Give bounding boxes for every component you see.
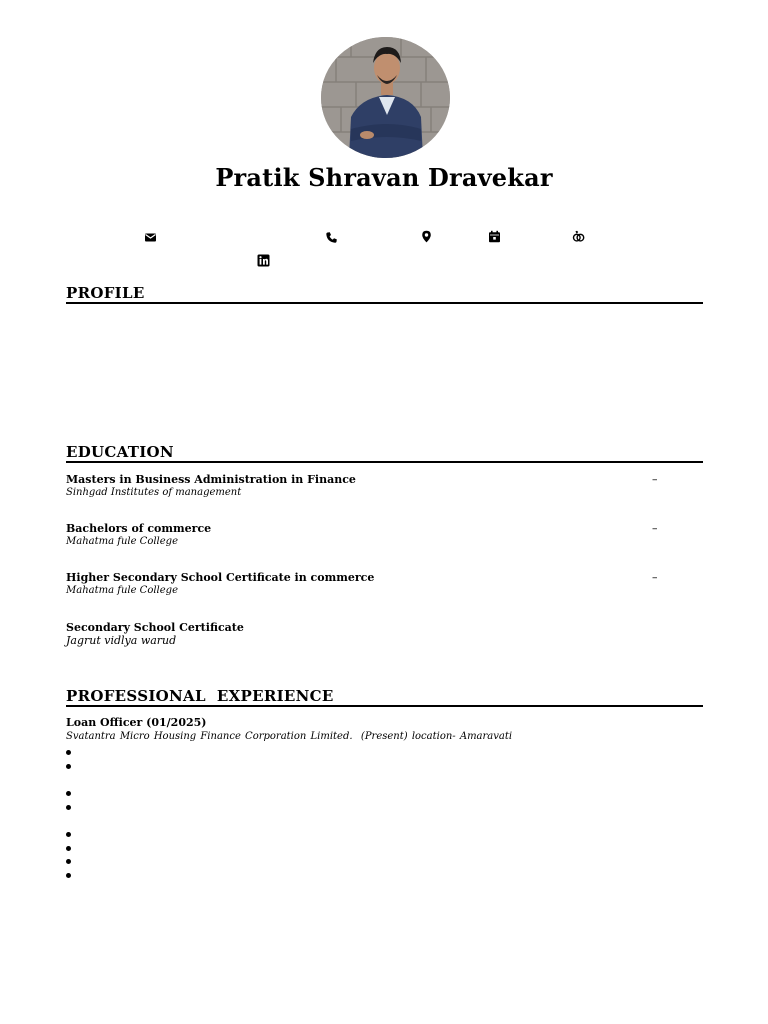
education-school: Mahatma fule College (66, 585, 178, 596)
bullet-point (66, 873, 71, 878)
education-dates: – (652, 473, 658, 486)
education-school: Jagrut vidlya warud (66, 634, 177, 647)
education-school: Sinhgad Institutes of management (66, 487, 242, 498)
bullet-point (66, 791, 71, 796)
profile-photo-image (321, 37, 450, 158)
section-title-education: EDUCATION (66, 444, 703, 463)
candidate-name: Pratik Shravan Dravekar (215, 163, 553, 192)
linkedin-icon (257, 254, 270, 267)
bullet-point (66, 846, 71, 851)
education-degree: Higher Secondary School Certificate in commerce (66, 571, 375, 584)
education-dates: – (652, 571, 658, 584)
education-degree: Secondary School Certificate (66, 621, 244, 634)
envelope-icon (144, 231, 157, 244)
education-dates: – (652, 522, 658, 535)
job-title: Loan Officer (01/2025) (66, 716, 207, 729)
location-pin-icon (420, 230, 433, 243)
bullet-point (66, 805, 71, 810)
education-degree: Masters in Business Administration in Finance (66, 473, 356, 486)
education-school: Mahatma fule College (66, 536, 178, 547)
rings-icon (572, 230, 585, 243)
phone-icon (325, 231, 338, 244)
education-degree: Bachelors of commerce (66, 522, 212, 535)
bullet-point (66, 764, 71, 769)
section-title-experience: PROFESSIONAL EXPERIENCE (66, 688, 703, 707)
bullet-point (66, 859, 71, 864)
bullet-point (66, 832, 71, 837)
section-title-profile: PROFILE (66, 285, 703, 304)
calendar-icon (488, 230, 501, 243)
profile-photo (321, 37, 450, 158)
bullet-point (66, 750, 71, 755)
job-company: Svatantra Micro Housing Finance Corporation Limited. (Present) location- Amaravati (66, 731, 513, 742)
